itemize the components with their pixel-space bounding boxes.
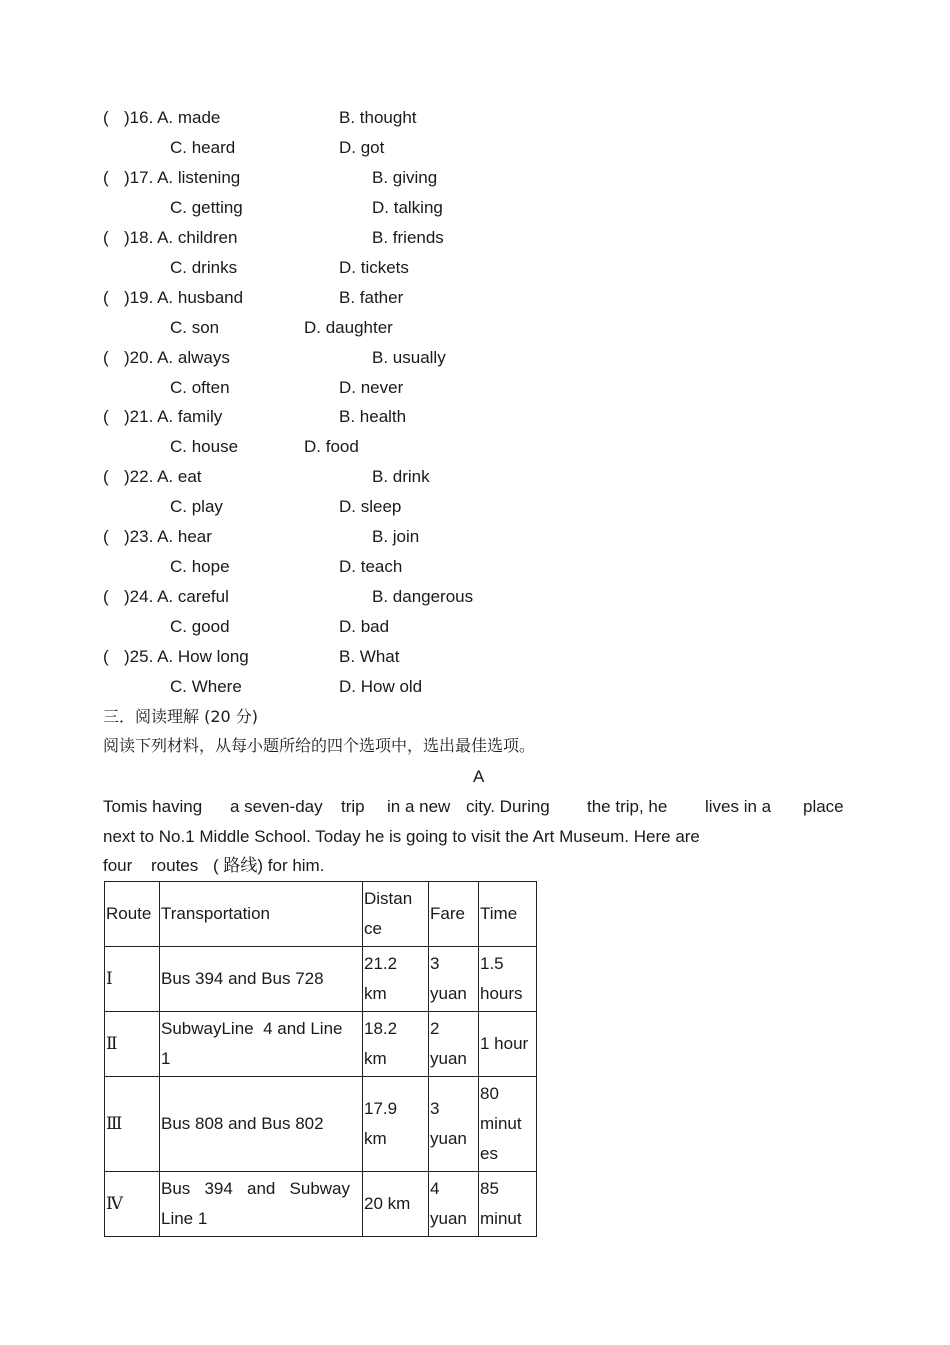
question-19-option-a: )19. A. husband	[124, 288, 244, 307]
time-cell	[479, 1172, 537, 1237]
time-line: es	[480, 1144, 498, 1163]
route-number: Ⅳ	[105, 1172, 160, 1237]
question-17-option-c: C. getting	[170, 198, 243, 217]
time-line: minut	[480, 1209, 522, 1228]
question-17-option-b: B. giving	[372, 168, 438, 187]
question-24-option-d: D. bad	[339, 617, 390, 636]
question-18-option-d: D. tickets	[339, 258, 409, 277]
question-19-option-b: B. father	[339, 288, 404, 307]
time-cell	[479, 947, 537, 1012]
passage-word: four	[103, 856, 133, 875]
route-number: Ⅱ	[105, 1012, 160, 1077]
fare-cell	[429, 1172, 479, 1237]
question-21-option-a: )21. A. family	[124, 407, 223, 426]
transportation-cell	[160, 1172, 363, 1237]
table-row	[105, 1077, 537, 1172]
fare-cell	[429, 947, 479, 1012]
transportation-line: Line 1	[161, 1209, 208, 1228]
distance-cell	[363, 1077, 429, 1172]
passage-word: city. During	[466, 797, 550, 816]
passage-label: A	[473, 767, 485, 786]
transportation-line: Bus 394 and Bus 728	[161, 969, 324, 988]
question-22-option-a: )22. A. eat	[124, 467, 202, 486]
time-line: 1 hour	[480, 1034, 529, 1053]
question-23-option-d: D. teach	[339, 557, 403, 576]
fare-cell	[429, 1077, 479, 1172]
question-20-option-d: D. never	[339, 378, 404, 397]
table-row	[105, 947, 537, 1012]
time-line: minut	[480, 1114, 522, 1133]
fare-line: yuan	[430, 1209, 467, 1228]
passage-word: in a new	[387, 797, 451, 816]
header-fare: Fare	[429, 882, 479, 947]
time-cell	[479, 1012, 537, 1077]
question-21-option-d: D. food	[304, 437, 359, 456]
header-distance-part: ce	[364, 919, 382, 938]
route-number: Ⅲ	[105, 1077, 160, 1172]
question-20-option-c: C. often	[170, 378, 230, 397]
question-25-option-b: B. What	[339, 647, 400, 666]
question-21-option-c: C. house	[170, 437, 239, 456]
distance-cell	[363, 947, 429, 1012]
fare-cell	[429, 1012, 479, 1077]
route-number: Ⅰ	[105, 947, 160, 1012]
question-25-option-c: C. Where	[170, 677, 242, 696]
passage-word: trip	[341, 797, 365, 816]
question-24-paren: (	[103, 587, 109, 606]
question-17-option-d: D. talking	[372, 198, 443, 217]
question-19-option-c: C. son	[170, 318, 220, 337]
question-23-option-a: )23. A. hear	[124, 527, 212, 546]
question-23-option-b: B. join	[372, 527, 420, 546]
transportation-line: 1	[161, 1049, 171, 1068]
time-line: hours	[480, 984, 523, 1003]
question-20-option-a: )20. A. always	[124, 348, 230, 367]
transportation-line: SubwayLine 4 and Line	[161, 1019, 343, 1038]
header-distance	[363, 882, 429, 947]
question-25-option-d: D. How old	[339, 677, 423, 696]
distance-line: km	[364, 984, 387, 1003]
distance-line: 21.2	[364, 954, 398, 973]
question-25-option-a: )25. A. How long	[124, 647, 249, 666]
passage-line-2: next to No.1 Middle School. Today he is going to visit the Art Museum. Here are	[103, 827, 700, 846]
table-header-row	[105, 882, 537, 947]
transportation-line: Bus 394 and Subway	[161, 1179, 351, 1198]
time-line: 80	[480, 1084, 499, 1103]
question-22-option-c: C. play	[170, 497, 223, 516]
time-cell	[479, 1077, 537, 1172]
passage-word: Tomis having	[103, 797, 203, 816]
question-23-paren: (	[103, 527, 109, 546]
question-23-option-c: C. hope	[170, 557, 230, 576]
transportation-cell	[160, 1012, 363, 1077]
distance-line: km	[364, 1129, 387, 1148]
question-22-option-b: B. drink	[372, 467, 430, 486]
table-row	[105, 1012, 537, 1077]
passage-word: the trip, he	[587, 797, 668, 816]
header-transportation: Transportation	[160, 882, 363, 947]
time-line: 85	[480, 1179, 499, 1198]
passage-word: ( 路线) for him.	[213, 856, 325, 875]
question-24-option-a: )24. A. careful	[124, 587, 229, 606]
table-row	[105, 1172, 537, 1237]
question-18-paren: (	[103, 228, 109, 247]
question-20-option-b: B. usually	[372, 348, 446, 367]
header-time: Time	[479, 882, 537, 947]
transportation-cell	[160, 947, 363, 1012]
passage-word: a seven-day	[230, 797, 323, 816]
routes-table	[104, 881, 537, 1237]
question-16-paren: (	[103, 108, 109, 127]
fare-line: 2	[430, 1019, 440, 1038]
question-16-option-c: C. heard	[170, 138, 236, 157]
question-19-paren: (	[103, 288, 109, 307]
question-17-paren: (	[103, 168, 109, 187]
section-instruction: 阅读下列材料，从每小题所给的四个选项中，选出最佳选项。	[103, 736, 536, 755]
distance-line: 17.9	[364, 1099, 398, 1118]
question-24-option-c: C. good	[170, 617, 230, 636]
question-21-option-b: B. health	[339, 407, 407, 426]
passage-word: lives in a	[705, 797, 772, 816]
header-distance-part: Distan	[364, 889, 413, 908]
question-20-paren: (	[103, 348, 109, 367]
question-16-option-b: B. thought	[339, 108, 417, 127]
question-25-paren: (	[103, 647, 109, 666]
question-22-paren: (	[103, 467, 109, 486]
question-18-option-b: B. friends	[372, 228, 444, 247]
passage-word: routes	[151, 856, 199, 875]
time-line: 1.5	[480, 954, 504, 973]
question-17-option-a: )17. A. listening	[124, 168, 241, 187]
fare-line: 3	[430, 954, 440, 973]
distance-line: 20 km	[364, 1194, 411, 1213]
fare-line: yuan	[430, 1129, 467, 1148]
section-heading: 三．阅读理解 (20 分)	[103, 707, 259, 726]
question-18-option-a: )18. A. children	[124, 228, 238, 247]
distance-cell	[363, 1012, 429, 1077]
question-16-option-a: )16. A. made	[124, 108, 221, 127]
question-18-option-c: C. drinks	[170, 258, 238, 277]
header-route: Route	[105, 882, 160, 947]
question-19-option-d: D. daughter	[304, 318, 393, 337]
passage-word: place	[803, 797, 844, 816]
distance-line: 18.2	[364, 1019, 398, 1038]
question-21-paren: (	[103, 407, 109, 426]
distance-cell	[363, 1172, 429, 1237]
question-22-option-d: D. sleep	[339, 497, 402, 516]
transportation-line: Bus 808 and Bus 802	[161, 1114, 324, 1133]
transportation-cell	[160, 1077, 363, 1172]
question-16-option-d: D. got	[339, 138, 385, 157]
fare-line: 3	[430, 1099, 440, 1118]
fare-line: yuan	[430, 1049, 467, 1068]
fare-line: yuan	[430, 984, 467, 1003]
fare-line: 4	[430, 1179, 440, 1198]
question-24-option-b: B. dangerous	[372, 587, 474, 606]
distance-line: km	[364, 1049, 387, 1068]
